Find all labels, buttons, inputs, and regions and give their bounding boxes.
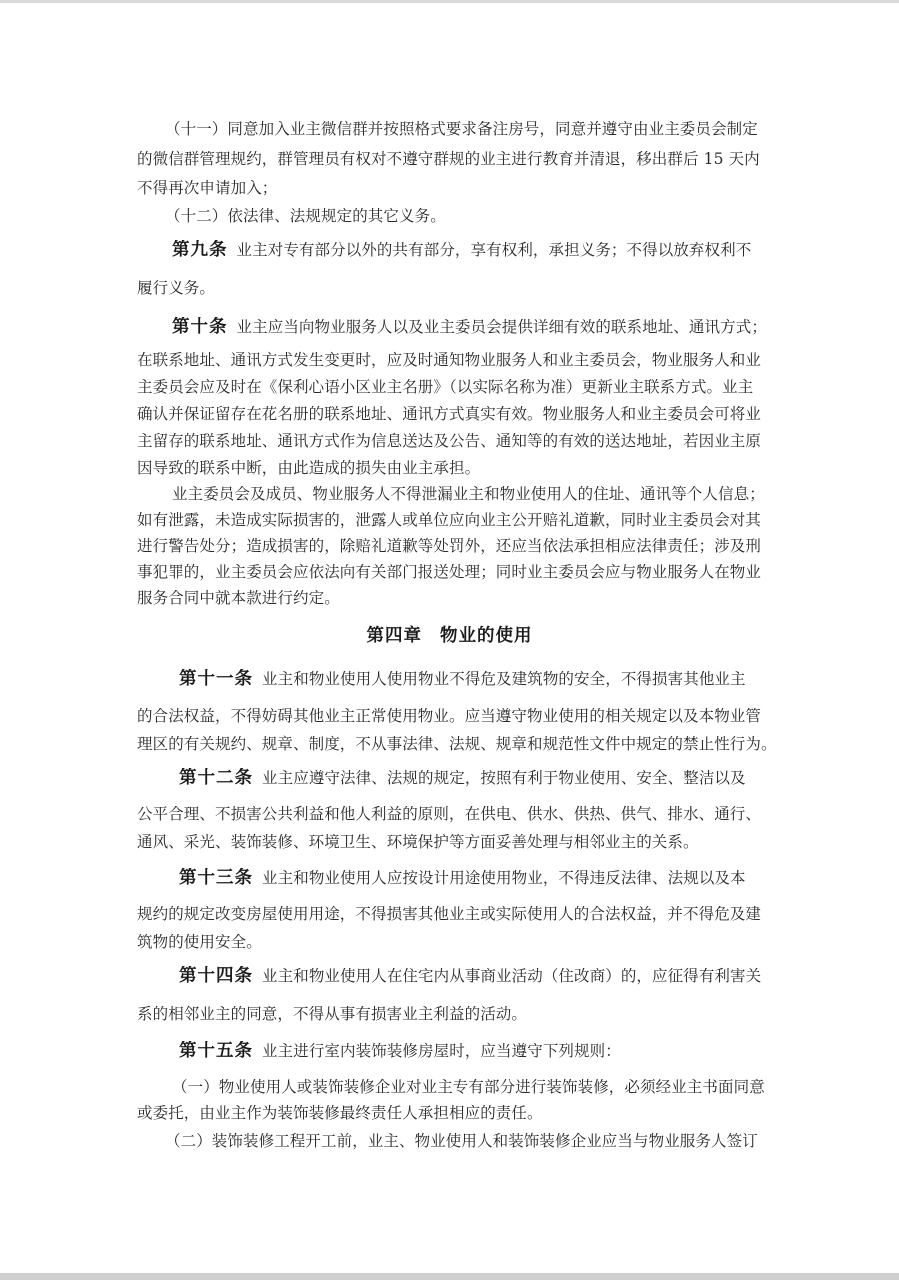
page-bottom-edge (0, 1273, 899, 1280)
chapter-heading (0, 622, 899, 647)
article15-item2-line1: （二）装饰装修工程开工前，业主、物业使用人和装饰装修企业应当与物业服务人签订 (165, 1132, 758, 1150)
chapter-title: 物业的使用 (440, 626, 533, 646)
article10-para2-line5: 服务合同中就本款进行约定。 (137, 589, 340, 607)
article10-line6: 因导致的联系中断，由此造成的损失由业主承担。 (137, 459, 481, 477)
article15-item1-line1: （一）物业使用人或装饰装修企业对业主专有部分进行装饰装修，必须经业主书面同意 (172, 1078, 765, 1096)
article14-heading: 第十四条 (179, 966, 253, 986)
article15-heading: 第十五条 (179, 1041, 253, 1061)
article9-text: 业主对专有部分以外的共有部分，享有权利，承担义务；不得以放弃权利不 (236, 241, 752, 259)
article14-line2: 系的相邻业主的同意，不得从事有损害业主利益的活动。 (137, 1005, 528, 1023)
article13-text: 业主和物业使用人应按设计用途使用物业，不得违反法律、法规以及本 (262, 869, 746, 887)
article10-para2-line1: 业主委员会及成员、物业服务人不得泄漏业主和物业使用人的住址、通讯等个人信息； (172, 485, 765, 503)
article8-item11-line2: 的微信群管理规约，群管理员有权对不遵守群规的业主进行教育并清退，移出群后 15 天内 (137, 150, 760, 168)
article13-heading: 第十三条 (179, 868, 253, 888)
article15-item1-line2: 或委托，由业主作为装饰装修最终责任人承担相应的责任。 (137, 1104, 543, 1122)
article9-line2: 履行义务。 (137, 279, 216, 297)
article8-item11-line3: 不得再次申请加入； (137, 179, 278, 197)
article8-item11-line1: （十一）同意加入业主微信群并按照格式要求备注房号，同意并遵守由业主委员会制定 (165, 120, 758, 138)
article8-item12: （十二）依法律、法规规定的其它义务。 (165, 207, 446, 225)
article14-text: 业主和物业使用人在住宅内从事商业活动（住改商）的，应征得有利害关 (262, 967, 762, 985)
article12-line3: 通风、采光、装饰装修、环境卫生、环境保护等方面妥善处理与相邻业主的关系。 (137, 833, 699, 851)
article14-line1 (179, 966, 777, 986)
article10-para2-line4: 事犯罪的，业主委员会应依法向有关部门报送处理；同时业主委员会应与物业服务人在物业 (137, 563, 762, 581)
article9-heading: 第九条 (172, 240, 228, 260)
article15-text: 业主进行室内装饰装修房屋时，应当遵守下列规则： (262, 1042, 621, 1060)
article10-para2-line2: 如有泄露，未造成实际损害的，泄露人或单位应向业主公开赔礼道歉，同时业主委员会对其 (137, 511, 762, 529)
article10-heading: 第十条 (172, 317, 228, 337)
article12-text: 业主应遵守法律、法规的规定，按照有利于物业使用、安全、整洁以及 (262, 769, 746, 787)
article11-text: 业主和物业使用人使用物业不得危及建筑物的安全，不得损害其他业主 (262, 670, 746, 688)
article10-line3: 主委员会应及时在《保利心语小区业主名册》（以实际名称为准）更新业主联系方式。业主 (137, 378, 754, 396)
article10-para2-line3: 进行警告处分；造成损害的，除赔礼道歉等处罚外，还应当依法承担相应法律责任；涉及刑 (137, 537, 762, 555)
article12-line2: 公平合理、不损害公共利益和他人利益的原则，在供电、供水、供热、供气、排水、通行、 (137, 805, 762, 823)
article12-heading: 第十二条 (179, 768, 253, 788)
chapter-number: 第四章 (366, 626, 422, 646)
article13-line3: 筑物的使用安全。 (137, 933, 262, 951)
article15-line1 (179, 1041, 777, 1061)
article10-line4: 确认并保证留存在花名册的联系地址、通讯方式真实有效。物业服务人和业主委员会可将业 (137, 405, 762, 423)
article10-line1 (172, 317, 777, 337)
article13-line2: 规约的规定改变房屋使用用途，不得损害其他业主或实际使用人的合法权益，并不得危及建 (137, 905, 762, 923)
article10-line5: 主留存的联系地址、通讯方式作为信息送达及公告、通知等的有效的送达地址，若因业主原 (137, 432, 762, 450)
article10-text: 业主应当向物业服务人以及业主委员会提供详细有效的联系地址、通讯方式； (236, 318, 767, 336)
article9-line1 (172, 240, 777, 260)
article12-line1 (179, 768, 777, 788)
article11-line3: 理区的有关规约、规章、制度，不从事法律、法规、规章和规范性文件中规定的禁止性行为。 (137, 735, 777, 753)
article11-line1 (179, 669, 777, 689)
article11-line2: 的合法权益，不得妨碍其他业主正常使用物业。应当遵守物业使用的相关规定以及本物业管 (137, 707, 762, 725)
article13-line1 (179, 868, 777, 888)
article10-line2: 在联系地址、通讯方式发生变更时，应及时通知物业服务人和业主委员会，物业服务人和业 (137, 351, 762, 369)
article11-heading: 第十一条 (179, 669, 253, 689)
